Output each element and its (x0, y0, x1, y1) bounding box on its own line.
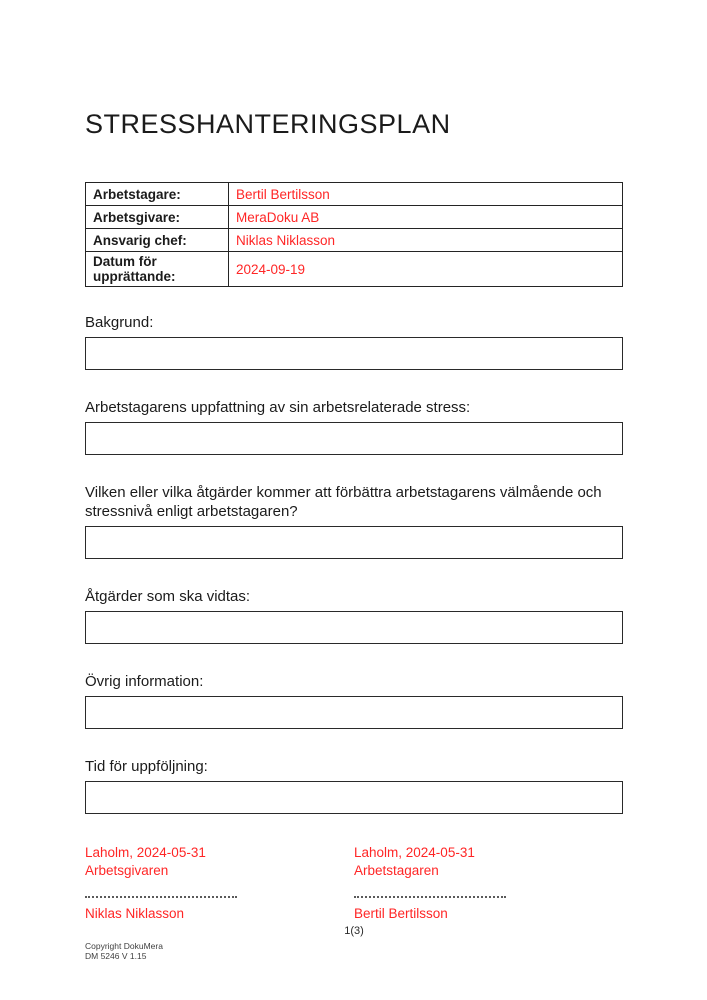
signature-line-left (85, 895, 237, 898)
section-label-tid-uppfoljning: Tid för uppföljning: (85, 758, 208, 775)
table-row-ansvarig-chef (86, 229, 623, 252)
section-label-uppfattning: Arbetstagarens uppfattning av sin arbetsrelaterade stress: (85, 399, 471, 416)
copyright-text: Copyright DokuMera (85, 941, 163, 951)
table-row-datum (86, 252, 623, 287)
section-uppfattning (85, 398, 623, 455)
info-label-datum: Datum för upprättande: (86, 252, 229, 287)
atgarder-vidtas-field[interactable] (85, 611, 623, 644)
section-tid-uppfoljning (85, 757, 623, 814)
info-table (85, 182, 623, 287)
document-content (85, 0, 623, 961)
section-atgarder-vidtas (85, 587, 623, 644)
info-value-ansvarig-chef[interactable]: Niklas Niklasson (229, 229, 623, 252)
signature-name-left: Niklas Niklasson (85, 906, 185, 921)
ovrig-information-field[interactable] (85, 696, 623, 729)
uppfattning-field[interactable] (85, 422, 623, 455)
signature-block-arbetsgivare (85, 844, 354, 922)
section-atgarder-forbattra (85, 483, 623, 559)
bakgrund-field[interactable] (85, 337, 623, 370)
document-footer (85, 941, 623, 961)
section-label-atgarder-forbattra: Vilken eller vilka åtgärder kommer att förbättra arbetstagarens välmående och stressnivå enligt arbetstagaren? (85, 484, 602, 520)
section-bakgrund (85, 313, 623, 370)
signature-area (85, 844, 623, 922)
signature-name-right: Bertil Bertilsson (354, 906, 448, 921)
signature-place-date-left: Laholm, 2024-05-31 (85, 845, 206, 860)
section-label-ovrig-information: Övrig information: (85, 673, 204, 690)
tid-uppfoljning-field[interactable] (85, 781, 623, 814)
section-label-atgarder-vidtas: Åtgärder som ska vidtas: (85, 588, 251, 605)
info-value-arbetstagare[interactable]: Bertil Bertilsson (229, 183, 623, 206)
table-row-arbetstagare (86, 183, 623, 206)
page-number: 1(3) (344, 925, 364, 937)
info-label-ansvarig-chef: Ansvarig chef: (86, 229, 229, 252)
document-id: DM 5246 V 1.15 (85, 951, 147, 961)
info-label-arbetsgivare: Arbetsgivare: (86, 206, 229, 229)
section-ovrig-information (85, 672, 623, 729)
signature-role-left: Arbetsgivaren (85, 863, 169, 878)
info-value-arbetsgivare[interactable]: MeraDoku AB (229, 206, 623, 229)
info-value-datum[interactable]: 2024-09-19 (229, 252, 623, 287)
info-label-arbetstagare: Arbetstagare: (86, 183, 229, 206)
signature-role-right: Arbetstagaren (354, 863, 439, 878)
atgarder-forbattra-field[interactable] (85, 526, 623, 559)
section-label-bakgrund: Bakgrund: (85, 314, 154, 331)
signature-line-right (354, 895, 506, 898)
page-title: STRESSHANTERINGSPLAN (85, 109, 451, 139)
signature-block-arbetstagare (354, 844, 623, 922)
signature-place-date-right: Laholm, 2024-05-31 (354, 845, 475, 860)
table-row-arbetsgivare (86, 206, 623, 229)
